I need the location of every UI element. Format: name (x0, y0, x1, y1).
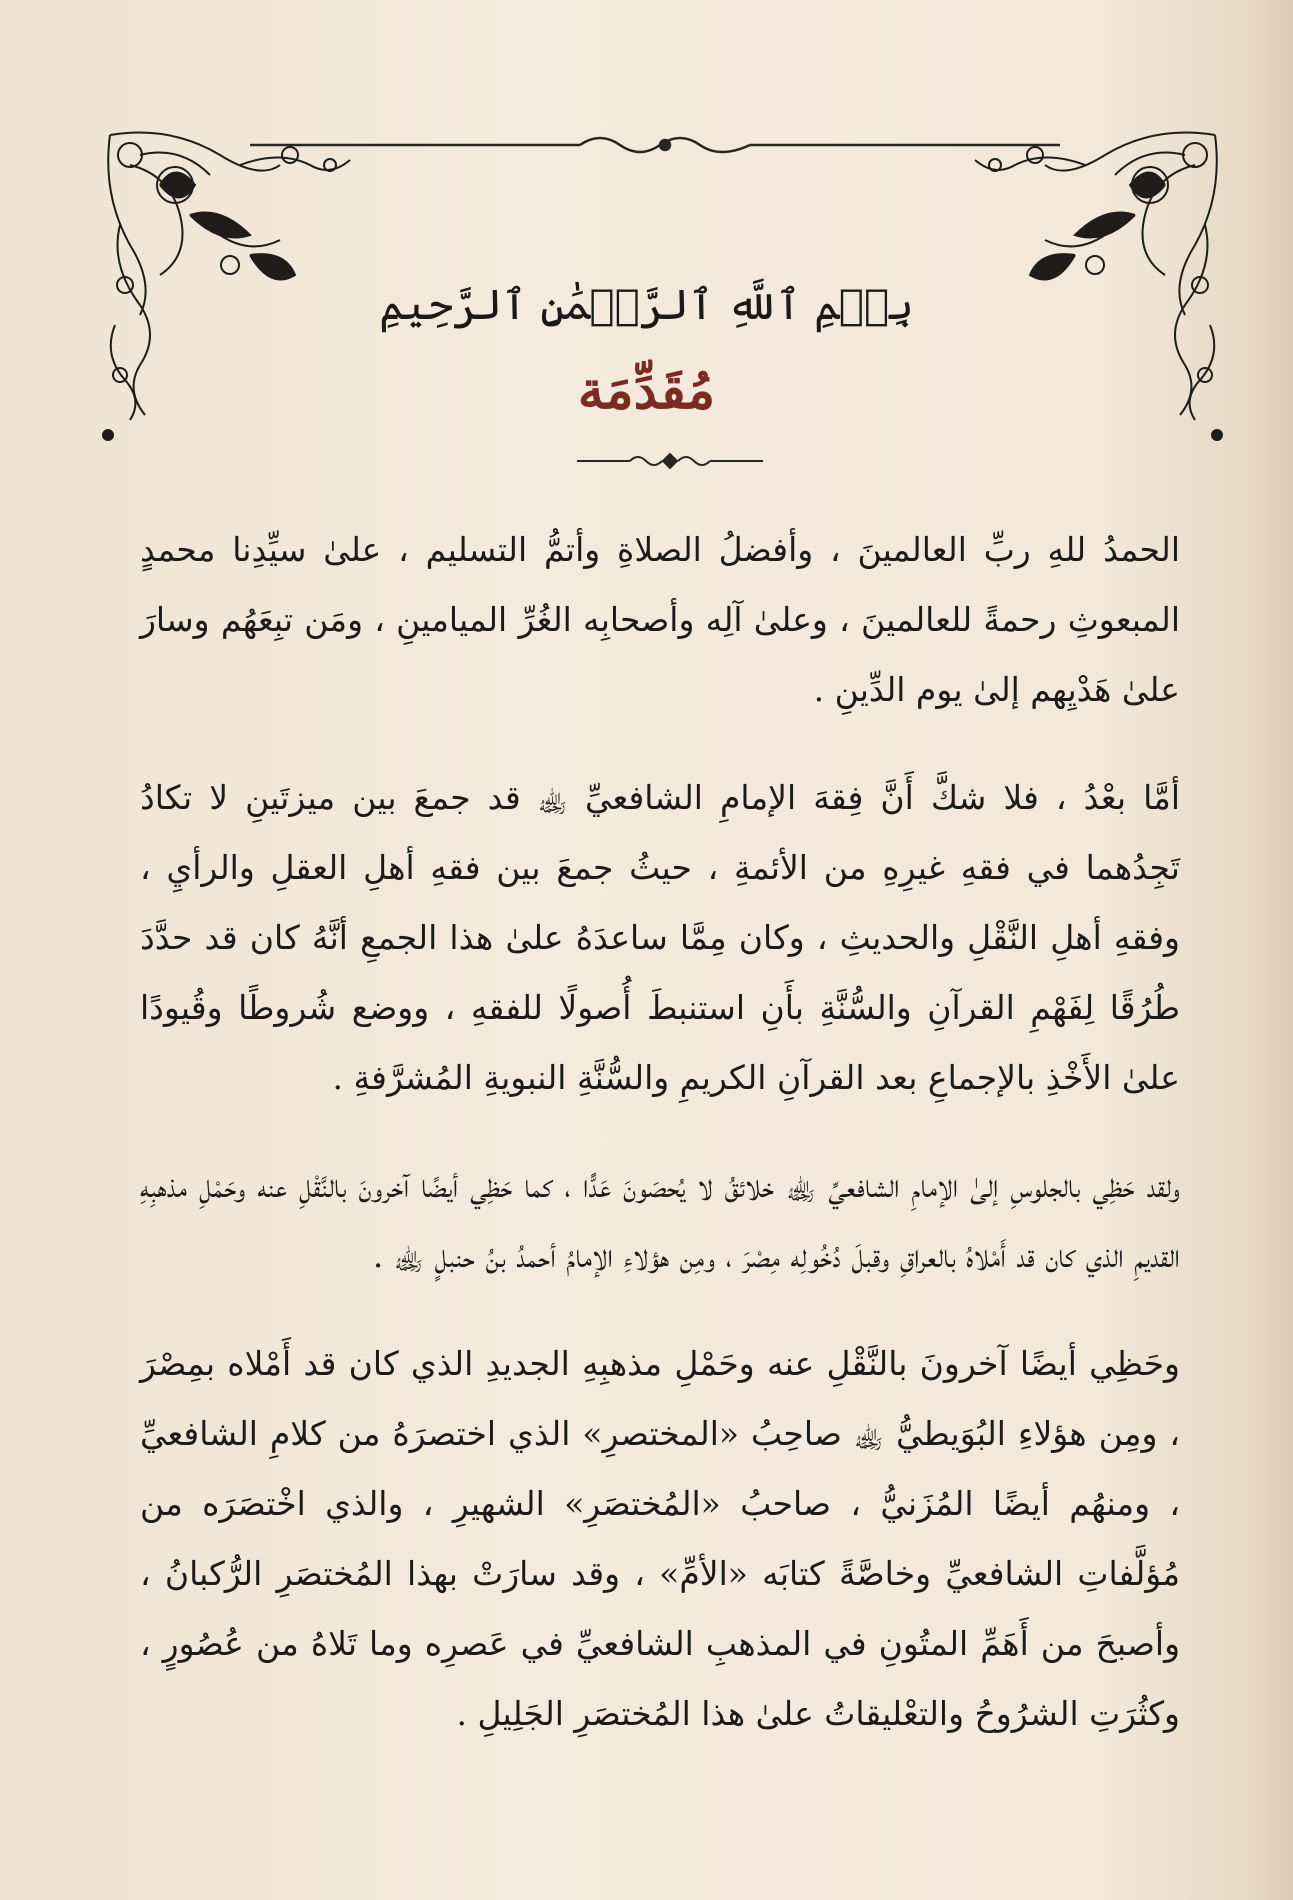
page-title: مُقَدِّمَة (577, 360, 716, 421)
paragraph-4: وحَظِي أيضًا آخرونَ بالنَّقْلِ عنه وحَمْلِ مذهبِهِ الجديدِ الذي كان قد أَمْلاه بمِصْرَ ، ومِن هؤلاءِ البُوَيطيُّ ﵀ صاحِبُ «المختصرِ» الذي اختصرَهُ من كلامِ الشافعيِّ ، ومنهُم أيضًا المُزَنيُّ ، صاحبُ «المُختصَرِ» الشهيرِ ، والذي اخْتصَرَه من مُؤلَّفاتِ الشافعيِّ وخاصَّةً كتابَه «الأمِّ» ، وقد سارَتْ بهذا المُختصَرِ الرُّكبانُ ، وأصبحَ من أَهَمِّ المتُونِ في المذهبِ الشافعيِّ في عَصرِه وما تَلاهُ من عُصُورٍ ، وكثُرَتِ الشرُوحُ والتعْليقاتُ علىٰ هذا المُختصَرِ الجَلِيلِ . (140, 1344, 1180, 1733)
paragraph-1: الحمدُ للهِ ربِّ العالمينَ ، وأفضلُ الصلاةِ وأتمُّ التسليم ، علىٰ سيِّدِنا محمدٍ المبعوثِ رحمةً للعالمينَ ، وعلىٰ آلِه وأصحابِه الغُرِّ الميامينِ ، ومَن تبِعَهُم وسارَ علىٰ هَدْيِهم إلىٰ يوم الدِّينِ . (140, 530, 1180, 709)
introduction-body (140, 515, 1180, 1787)
paragraph-2: أمَّا بعْدُ ، فلا شكَّ أَنَّ فِقهَ الإمامِ الشافعيِّ ﵀ قد جمعَ بين ميزتَينِ لا تكادُ تَجِدُهما في فقهِ غيرِهِ من الأئمةِ ، حيثُ جمعَ بين فقهِ أهلِ العقلِ والرأيِ ، وفقهِ أهلِ النَّقْلِ والحديثِ ، وكان مِمَّا ساعدَهُ علىٰ هذا الجمعِ أنَّهُ كان قد حدَّدَ طُرُقًا لِفَهْمِ القرآنِ والسُّنَّةِ بأَنِ استنبطَ أُصولًا للفقهِ ، ووضع شُروطًا وقُيودًا علىٰ الأَخْذِ بالإجماعِ بعد القرآنِ الكريمِ والسُّنَّةِ النبويةِ المُشرَّفةِ . (140, 778, 1180, 1097)
paragraph-3: ولقد حَظِي بالجلوسِ إلىٰ الإمامِ الشافعيِّ ﵀ خلائقُ لا يُحصَونَ عَدًّا ، كما حَظِي أيضًا آخرونَ بالنَّقْلِ عنه وحَمْلِ مذهبِهِ القديمِ الذي كان قد أَمْلاهُ بالعراقِ وقبلَ دُخُولِه مِصْرَ ، ومِن هؤلاءِ الإمامُ أحمدُ بنُ حنبلٍ ﵀ . (140, 1166, 1180, 1275)
basmala: بِسۡمِ ٱللَّهِ ٱلرَّحۡمَٰنِ ٱلرَّحِيمِ (379, 280, 914, 329)
divider-ornament (575, 452, 765, 470)
